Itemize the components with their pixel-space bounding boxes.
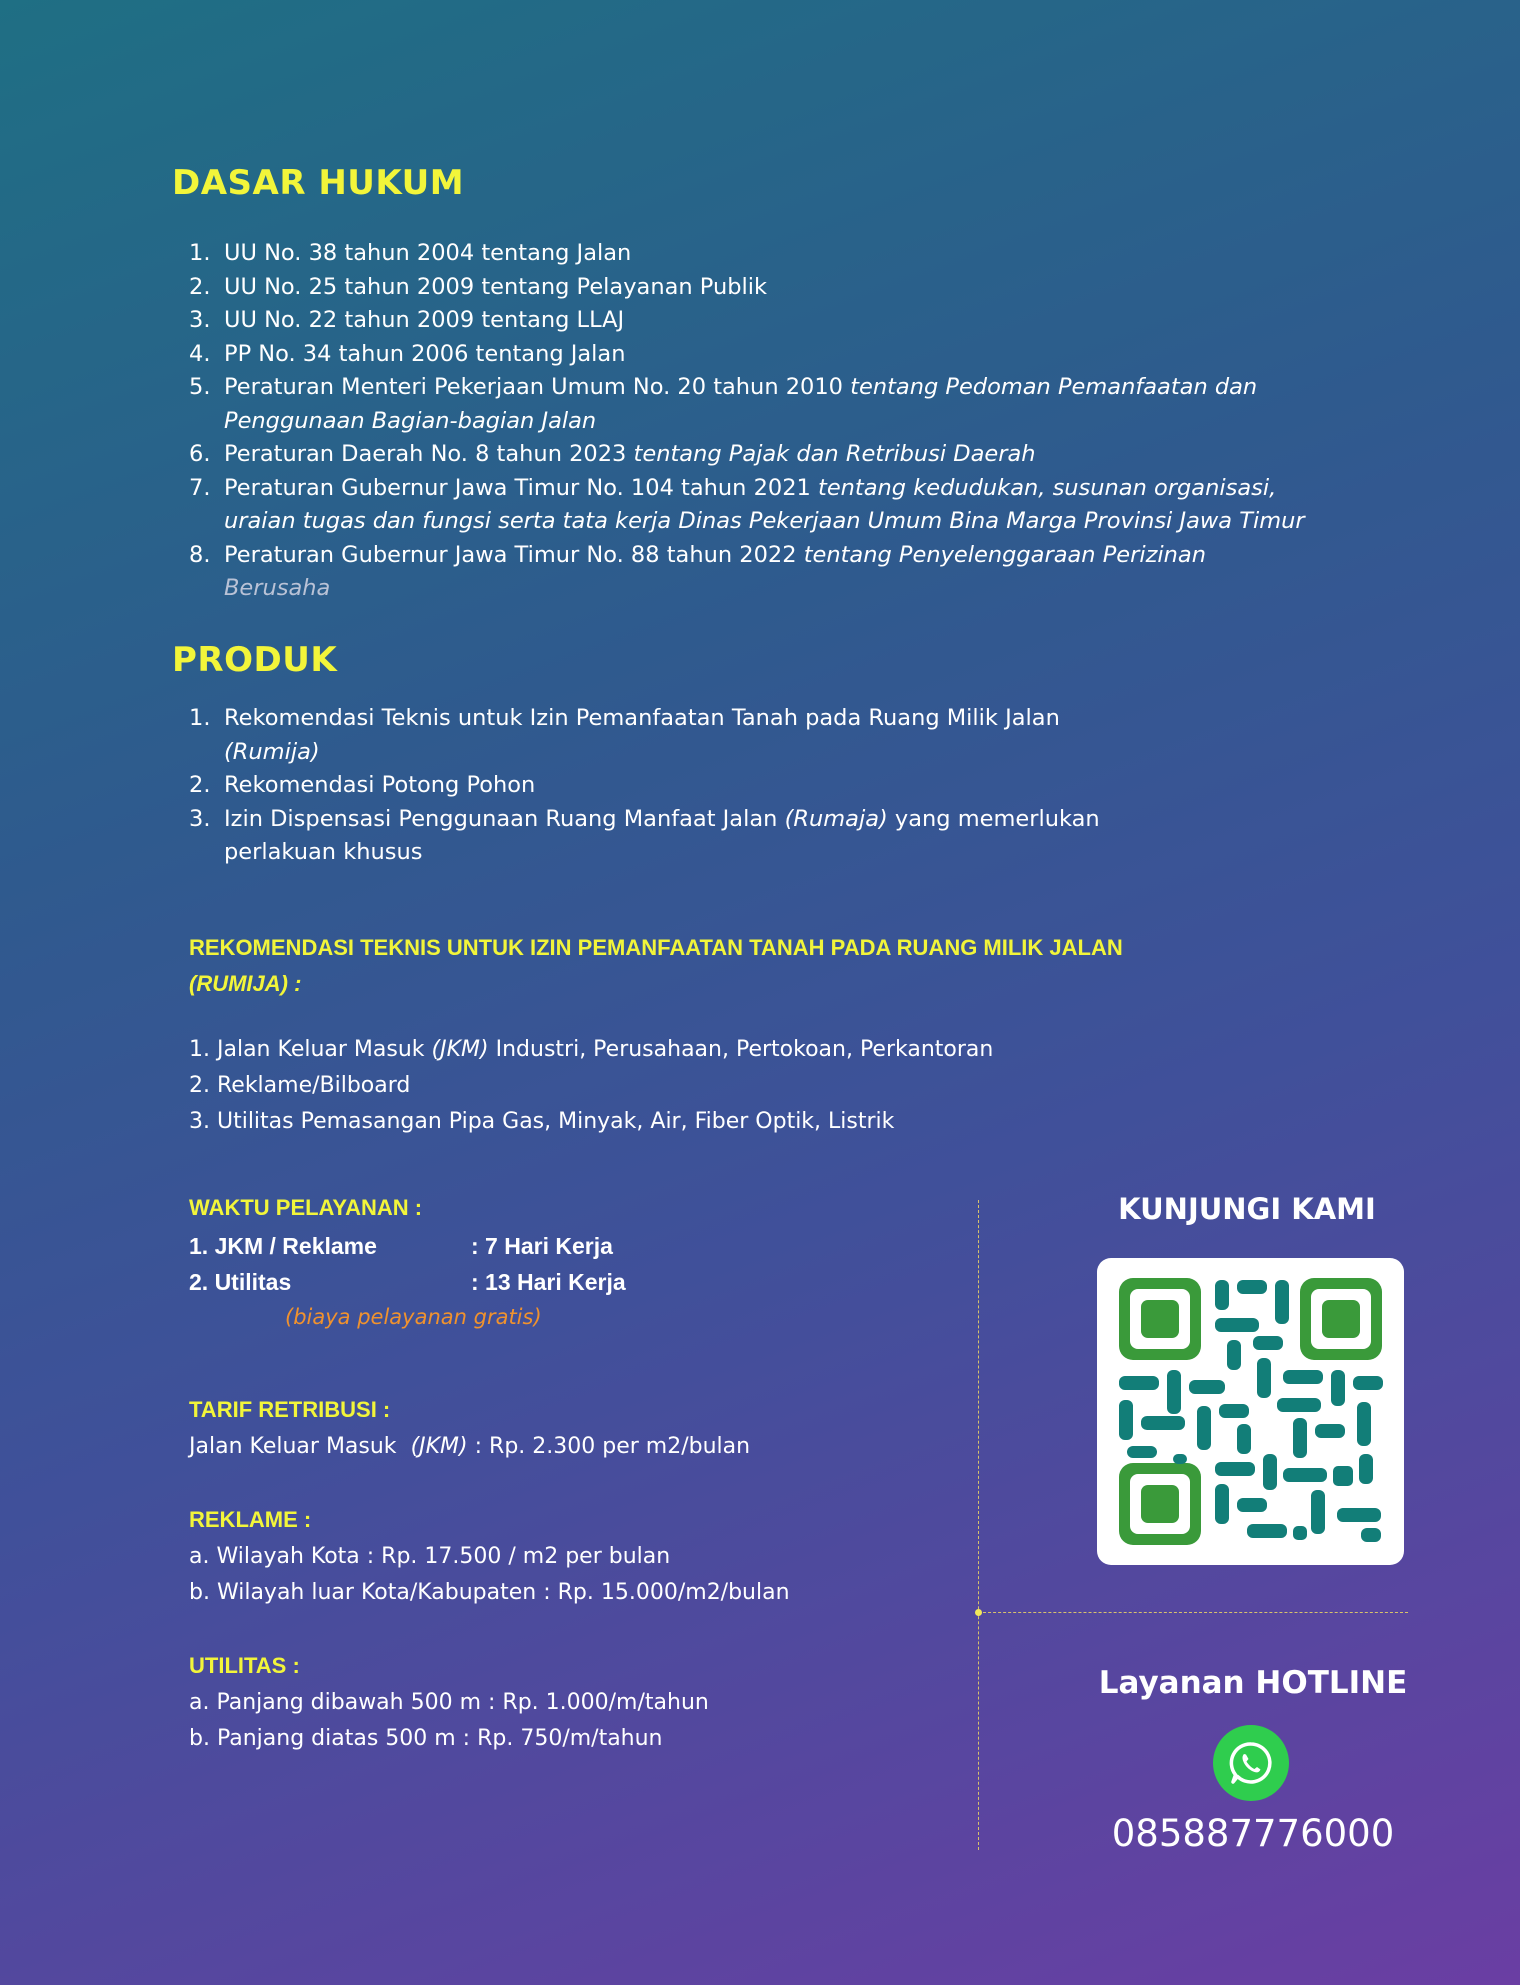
free-note: (biaya pelayanan gratis) (285, 1305, 542, 1329)
list-item: 4. PP No. 34 tahun 2006 tentang Jalan (189, 340, 626, 367)
hotline-number[interactable]: 085887776000 (1111, 1812, 1395, 1855)
hotline-heading: Layanan HOTLINE (1098, 1665, 1408, 1701)
waktu-row: 2. Utilitas : 13 Hari Kerja (189, 1269, 626, 1295)
list-item: 2. Reklame/Bilboard (189, 1073, 411, 1098)
list-item: 3. Izin Dispensasi Penggunaan Ruang Manfaat Jalan (Rumaja) yang memerlukan perlakuan khusus (189, 805, 1100, 865)
list-item: a. Wilayah Kota : Rp. 17.500 / m2 per bulan (189, 1544, 671, 1569)
kunjungi-heading: KUNJUNGI KAMI (1118, 1192, 1376, 1226)
list-item: 1. Rekomendasi Teknis untuk Izin Pemanfaatan Tanah pada Ruang Milik Jalan (Rumija) (189, 705, 1060, 765)
list-item: 5. Peraturan Menteri Pekerjaan Umum No. 20 tahun 2010 tentang Pedoman Pemanfaatan dan Penggunaan Bagian-bagian Jalan (189, 374, 1258, 434)
horizontal-divider (978, 1612, 1408, 1613)
produk-list (189, 702, 1189, 870)
list-item: 6. Peraturan Daerah No. 8 tahun 2023 tentang Pajak dan Retribusi Daerah (189, 441, 1036, 467)
reklame-list (189, 1539, 790, 1611)
list-item: 2. Rekomendasi Potong Pohon (189, 772, 536, 798)
reklame-heading: REKLAME : (189, 1507, 312, 1532)
list-item: 1. UU No. 38 tahun 2004 tentang Jalan (189, 240, 632, 266)
waktu-table (189, 1228, 626, 1300)
list-item: 1. Jalan Keluar Masuk (JKM) Industri, Perusahaan, Pertokoan, Perkantoran (189, 1037, 994, 1062)
qr-code-icon (1097, 1258, 1404, 1565)
list-item: 2. UU No. 25 tahun 2009 tentang Pelayanan Publik (189, 273, 768, 300)
divider-dot (975, 1609, 982, 1616)
list-item: 3. UU No. 22 tahun 2009 tentang LLAJ (189, 307, 625, 333)
list-item: 3. Utilitas Pemasangan Pipa Gas, Minyak, Air, Fiber Optik, Listrik (189, 1109, 895, 1134)
list-item: 7. Peraturan Gubernur Jawa Timur No. 104 tahun 2021 tentang kedudukan, susunan organisasi, uraian tugas dan fungsi serta tata kerja Dinas Pekerjaan Umum Bina Marga Provinsi Jawa Timur (189, 474, 1305, 534)
dasar-hukum-list (189, 237, 1339, 606)
rumija-list (189, 1032, 993, 1140)
list-item: b. Panjang diatas 500 m : Rp. 750/m/tahun (189, 1726, 663, 1751)
whatsapp-glyph (1226, 1738, 1276, 1788)
rumija-heading: REKOMENDASI TEKNIS UNTUK IZIN PEMANFAATAN TANAH PADA RUANG MILIK JALAN (RUMIJA) : (189, 935, 1123, 996)
waktu-row: 1. JKM / Reklame : 7 Hari Kerja (189, 1233, 613, 1259)
list-item: 8. Peraturan Gubernur Jawa Timur No. 88 tahun 2022 tentang Penyelenggaraan Perizinan Berusaha (189, 541, 1206, 601)
tarif-text: Jalan Keluar Masuk (JKM) : Rp. 2.300 per m2/bulan (189, 1434, 751, 1459)
dasar-hukum-heading: DASAR HUKUM (172, 163, 465, 203)
list-item: a. Panjang dibawah 500 m : Rp. 1.000/m/tahun (189, 1690, 709, 1715)
vertical-divider (978, 1200, 979, 1850)
utilitas-list (189, 1685, 709, 1757)
utilitas-heading: UTILITAS : (189, 1653, 300, 1678)
produk-heading: PRODUK (172, 640, 338, 680)
tarif-heading: TARIF RETRIBUSI : (189, 1397, 391, 1422)
whatsapp-icon[interactable] (1213, 1725, 1289, 1801)
qr-code[interactable] (1097, 1258, 1404, 1565)
list-item: b. Wilayah luar Kota/Kabupaten : Rp. 15.000/m2/bulan (189, 1580, 790, 1605)
waktu-heading: WAKTU PELAYANAN : (189, 1195, 423, 1220)
